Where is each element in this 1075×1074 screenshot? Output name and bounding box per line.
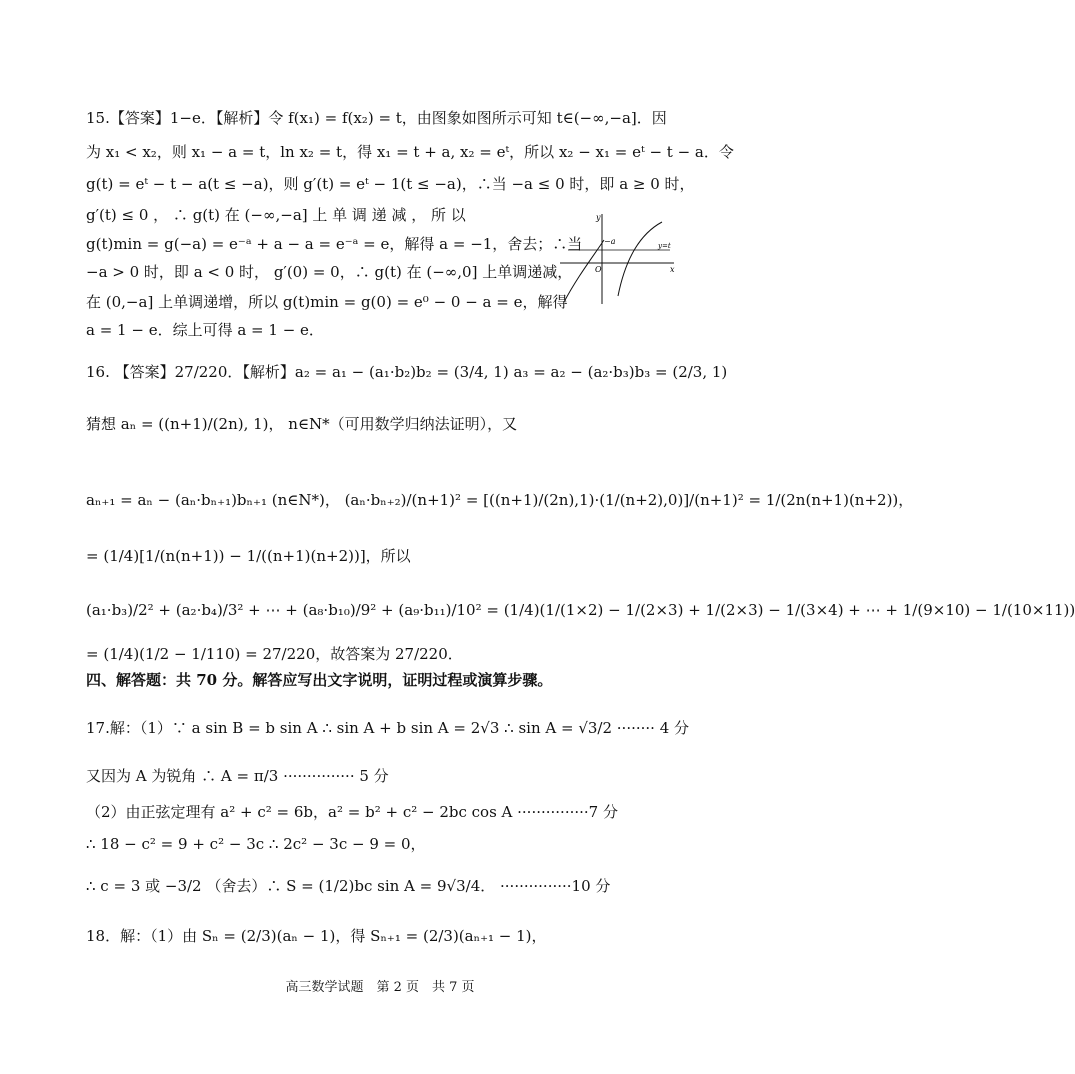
text-line-q17-4: ∴ 18 − c² = 9 + c² − 3c ∴ 2c² − 3c − 9 = 0， <box>86 835 426 853</box>
text-line-q15-8: a = 1 − e．综上可得 a = 1 − e． <box>86 321 324 339</box>
text-line-q15-4: g′(t) ≤ 0 ， ∴ g(t) 在 (−∞,−a] 上 单 调 递 减 ， 所 以 <box>86 206 466 224</box>
section-heading: 四、解答题：共 70 分。解答应写出文字说明，证明过程或演算步骤。 <box>86 671 553 689</box>
text-line-q17-3: （2）由正弦定理有 a² + c² = 6b，a² = b² + c² − 2bc cos A ···············7 分 <box>86 803 618 821</box>
text-line-q15-6: −a > 0 时，即 a < 0 时， g′(0) = 0，∴ g(t) 在 (−∞,0] 上单调递减， <box>86 263 573 281</box>
text-line-q15-5: g(t)min = g(−a) = e⁻ᵃ + a − a = e⁻ᵃ = e，解得 a = −1，舍去；∴当 <box>86 235 583 253</box>
text-line-q15-1: 15.【答案】1−e．【解析】令 f(x₁) = f(x₂) = t，由图象如图所示可知 t∈(−∞,−a]．因 <box>86 109 667 127</box>
function-graph <box>558 206 678 306</box>
page-footer: 高三数学试题 第 2 页 共 7 页 <box>285 980 475 995</box>
text-line-q16-1: 16. 【答案】27/220．【解析】a₂ = a₁ − (a₁·b₂)b₂ = (3/4, 1) a₃ = a₂ − (a₂·b₃)b₃ = (2/3, 1) <box>86 363 728 381</box>
text-line-q17-2: 又因为 A 为锐角 ∴ A = π/3 ··············· 5 分 <box>86 767 389 785</box>
text-line-q15-3: g(t) = eᵗ − t − a(t ≤ −a)，则 g′(t) = eᵗ − 1(t ≤ −a)，∴当 −a ≤ 0 时，即 a ≥ 0 时， <box>86 175 695 193</box>
curve-right <box>618 222 662 296</box>
text-line-q15-2: 为 x₁ < x₂，则 x₁ − a = t，ln x₂ = t，得 x₁ = t + a, x₂ = eᵗ，所以 x₂ − x₁ = eᵗ − t − a．令 <box>86 143 734 161</box>
y-axis-label: y <box>596 213 601 222</box>
text-line-q15-7: 在 (0,−a] 上单调递增，所以 g(t)min = g(0) = e⁰ − 0 − a = e，解得 <box>86 293 568 311</box>
origin-label: O <box>595 265 602 274</box>
text-line-q16-5: (a₁·b₃)/2² + (a₂·b₄)/3² + ⋯ + (a₈·b₁₀)/9² + (a₉·b₁₁)/10² = (1/4)(1/(1×2) − 1/(2×3) + 1/(2×3) − 1/(3×4) + ⋯ + 1/(9×10) − 1/(10×11)) <box>86 601 1075 619</box>
text-line-q16-3: aₙ₊₁ = aₙ − (aₙ·bₙ₊₁)bₙ₊₁ (n∈N*)， (aₙ·bₙ₊₂)/(n+1)² = [((n+1)/(2n),1)·(1/(n+2),0)]/(n+1)² = 1/(2n(n+1)(n+2))， <box>86 491 914 509</box>
neg-a-label: −a <box>604 237 616 246</box>
y-equals-t-label: y=t <box>658 242 671 250</box>
text-line-q17-5: ∴ c = 3 或 −3/2 （舍去）∴ S = (1/2)bc sin A = 9√3/4． ···············10 分 <box>86 877 611 895</box>
text-line-q16-4: = (1/4)[1/(n(n+1)) − 1/((n+1)(n+2))]，所以 <box>86 547 411 565</box>
text-line-q17-1: 17.解：（1）∵ a sin B = b sin A ∴ sin A + b sin A = 2√3 ∴ sin A = √3/2 ········ 4 分 <box>86 719 690 737</box>
text-line-q16-2: 猜想 aₙ = ((n+1)/(2n), 1)， n∈N*（可用数学归纳法证明），又 <box>86 415 518 433</box>
x-axis-label: x <box>670 265 675 274</box>
text-line-q18-1: 18．解：（1）由 Sₙ = (2/3)(aₙ − 1)，得 Sₙ₊₁ = (2/3)(aₙ₊₁ − 1)， <box>86 927 547 945</box>
text-line-q16-6: = (1/4)(1/2 − 1/110) = 27/220，故答案为 27/220． <box>86 645 463 663</box>
